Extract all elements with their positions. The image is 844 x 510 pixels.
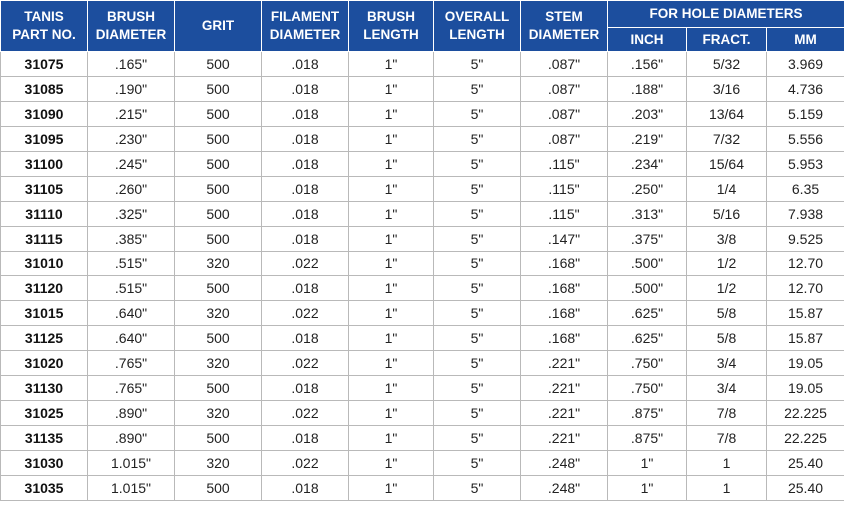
header-inch [608,28,687,52]
cell-brush-length: 1" [349,126,434,151]
cell-grit: 500 [175,326,262,351]
header-grit [175,1,262,52]
cell-fract: 15/64 [687,151,767,176]
cell-grit: 320 [175,251,262,276]
cell-brush-length: 1" [349,201,434,226]
header-brush-diameter-label: BRUSH DIAMETER [95,9,167,42]
cell-brush-length: 1" [349,451,434,476]
cell-filament-diameter: .018 [262,226,349,251]
header-mm [767,28,844,52]
cell-brush-length: 1" [349,151,434,176]
cell-fract: 3/16 [687,76,767,101]
cell-filament-diameter: .018 [262,151,349,176]
cell-overall-length: 5" [434,151,521,176]
cell-brush-length: 1" [349,176,434,201]
header-stem-diameter-label: STEM DIAMETER [528,9,600,42]
cell-overall-length: 5" [434,301,521,326]
cell-mm: 19.05 [767,351,844,376]
cell-grit: 320 [175,451,262,476]
cell-mm: 15.87 [767,326,844,351]
cell-part-no: 31115 [1,226,88,251]
cell-inch: .188" [608,76,687,101]
cell-fract: 5/32 [687,52,767,77]
cell-fract: 1/2 [687,251,767,276]
cell-grit: 500 [175,426,262,451]
cell-fract: 7/8 [687,401,767,426]
cell-inch: .234" [608,151,687,176]
cell-part-no: 31015 [1,301,88,326]
cell-filament-diameter: .018 [262,76,349,101]
cell-stem-diameter: .248" [521,451,608,476]
cell-part-no: 31135 [1,426,88,451]
cell-stem-diameter: .168" [521,251,608,276]
header-overall-length-label: OVERALL LENGTH [444,9,510,42]
cell-inch: .250" [608,176,687,201]
cell-brush-diameter: .190" [88,76,175,101]
cell-inch: .156" [608,52,687,77]
cell-stem-diameter: .087" [521,101,608,126]
cell-stem-diameter: .221" [521,351,608,376]
cell-part-no: 31030 [1,451,88,476]
cell-brush-length: 1" [349,101,434,126]
cell-part-no: 31035 [1,475,88,500]
cell-overall-length: 5" [434,201,521,226]
cell-mm: 19.05 [767,376,844,401]
cell-fract: 1/2 [687,276,767,301]
cell-stem-diameter: .221" [521,401,608,426]
header-hole-diameters [608,1,844,28]
cell-fract: 1 [687,451,767,476]
cell-brush-length: 1" [349,251,434,276]
cell-stem-diameter: .168" [521,276,608,301]
cell-brush-diameter: .640" [88,326,175,351]
cell-fract: 3/8 [687,226,767,251]
cell-fract: 7/8 [687,426,767,451]
cell-overall-length: 5" [434,426,521,451]
table-row [1,301,844,326]
cell-part-no: 31130 [1,376,88,401]
cell-brush-diameter: .260" [88,176,175,201]
cell-mm: 3.969 [767,52,844,77]
table-row [1,101,844,126]
table-row [1,276,844,301]
cell-brush-diameter: .230" [88,126,175,151]
cell-brush-length: 1" [349,426,434,451]
cell-part-no: 31090 [1,101,88,126]
cell-brush-length: 1" [349,52,434,77]
cell-brush-length: 1" [349,326,434,351]
cell-stem-diameter: .115" [521,201,608,226]
cell-brush-diameter: .765" [88,351,175,376]
table-body [1,52,844,501]
cell-grit: 500 [175,276,262,301]
header-overall-length [434,1,521,52]
table-row [1,52,844,77]
header-filament-diameter-label: FILAMENT DIAMETER [269,9,341,42]
cell-mm: 5.556 [767,126,844,151]
cell-overall-length: 5" [434,475,521,500]
cell-overall-length: 5" [434,251,521,276]
cell-mm: 25.40 [767,451,844,476]
cell-mm: 9.525 [767,226,844,251]
header-brush-length [349,1,434,52]
cell-overall-length: 5" [434,176,521,201]
cell-brush-diameter: .245" [88,151,175,176]
cell-mm: 22.225 [767,426,844,451]
cell-stem-diameter: .115" [521,151,608,176]
cell-inch: .875" [608,426,687,451]
cell-grit: 500 [175,52,262,77]
header-stem-diameter [521,1,608,52]
cell-filament-diameter: .018 [262,475,349,500]
cell-brush-diameter: .385" [88,226,175,251]
cell-grit: 320 [175,401,262,426]
header-brush-length-label: BRUSH LENGTH [363,9,419,42]
cell-brush-diameter: .165" [88,52,175,77]
header-fract [687,28,767,52]
cell-part-no: 31110 [1,201,88,226]
cell-filament-diameter: .018 [262,101,349,126]
cell-brush-length: 1" [349,76,434,101]
cell-fract: 3/4 [687,376,767,401]
table-header [1,1,844,52]
cell-brush-length: 1" [349,351,434,376]
cell-inch: .625" [608,301,687,326]
cell-brush-length: 1" [349,401,434,426]
cell-filament-diameter: .018 [262,126,349,151]
cell-part-no: 31085 [1,76,88,101]
header-fract-label: FRACT. [702,31,751,47]
table-row [1,426,844,451]
cell-brush-diameter: 1.015" [88,475,175,500]
cell-mm: 12.70 [767,276,844,301]
cell-inch: 1" [608,451,687,476]
cell-fract: 7/32 [687,126,767,151]
cell-fract: 3/4 [687,351,767,376]
cell-mm: 15.87 [767,301,844,326]
cell-inch: .313" [608,201,687,226]
cell-stem-diameter: .087" [521,52,608,77]
header-part-no-label: TANIS PART NO. [12,9,76,42]
table-row [1,326,844,351]
table-row [1,401,844,426]
cell-grit: 500 [175,376,262,401]
cell-filament-diameter: .018 [262,52,349,77]
cell-fract: 1 [687,475,767,500]
cell-filament-diameter: .018 [262,376,349,401]
cell-filament-diameter: .018 [262,426,349,451]
cell-fract: 5/8 [687,301,767,326]
cell-fract: 13/64 [687,101,767,126]
cell-filament-diameter: .022 [262,451,349,476]
cell-overall-length: 5" [434,376,521,401]
cell-overall-length: 5" [434,101,521,126]
cell-mm: 22.225 [767,401,844,426]
cell-stem-diameter: .168" [521,326,608,351]
cell-mm: 6.35 [767,176,844,201]
cell-part-no: 31095 [1,126,88,151]
cell-brush-diameter: 1.015" [88,451,175,476]
cell-stem-diameter: .168" [521,301,608,326]
cell-overall-length: 5" [434,226,521,251]
cell-brush-diameter: .640" [88,301,175,326]
cell-filament-diameter: .022 [262,401,349,426]
cell-inch: .625" [608,326,687,351]
cell-brush-diameter: .215" [88,101,175,126]
cell-overall-length: 5" [434,276,521,301]
cell-grit: 500 [175,226,262,251]
cell-fract: 5/16 [687,201,767,226]
cell-filament-diameter: .018 [262,326,349,351]
cell-grit: 500 [175,101,262,126]
cell-inch: .203" [608,101,687,126]
cell-stem-diameter: .147" [521,226,608,251]
cell-overall-length: 5" [434,76,521,101]
cell-grit: 500 [175,151,262,176]
table-row [1,351,844,376]
cell-part-no: 31125 [1,326,88,351]
cell-grit: 320 [175,351,262,376]
cell-overall-length: 5" [434,401,521,426]
cell-inch: .375" [608,226,687,251]
cell-filament-diameter: .022 [262,251,349,276]
cell-brush-length: 1" [349,276,434,301]
cell-mm: 5.159 [767,101,844,126]
header-inch-label: INCH [630,31,664,47]
cell-stem-diameter: .115" [521,176,608,201]
table-row [1,151,844,176]
cell-part-no: 31010 [1,251,88,276]
cell-brush-length: 1" [349,376,434,401]
header-grit-label: GRIT [201,18,235,33]
table-row [1,201,844,226]
cell-brush-diameter: .515" [88,251,175,276]
table-row [1,376,844,401]
cell-grit: 320 [175,301,262,326]
header-filament-diameter [262,1,349,52]
cell-mm: 4.736 [767,76,844,101]
cell-filament-diameter: .022 [262,301,349,326]
cell-mm: 7.938 [767,201,844,226]
cell-grit: 500 [175,76,262,101]
cell-filament-diameter: .018 [262,176,349,201]
cell-part-no: 31025 [1,401,88,426]
cell-brush-diameter: .765" [88,376,175,401]
cell-inch: .875" [608,401,687,426]
cell-part-no: 31105 [1,176,88,201]
cell-brush-diameter: .515" [88,276,175,301]
cell-stem-diameter: .248" [521,475,608,500]
table-row [1,176,844,201]
cell-filament-diameter: .018 [262,201,349,226]
cell-stem-diameter: .221" [521,376,608,401]
cell-overall-length: 5" [434,351,521,376]
cell-brush-diameter: .890" [88,426,175,451]
cell-part-no: 31075 [1,52,88,77]
table-row [1,76,844,101]
header-hole-diameters-label: FOR HOLE DIAMETERS [649,6,803,21]
cell-grit: 500 [175,475,262,500]
cell-grit: 500 [175,201,262,226]
cell-overall-length: 5" [434,126,521,151]
header-part-no [1,1,88,52]
cell-overall-length: 5" [434,326,521,351]
cell-grit: 500 [175,176,262,201]
table-row [1,126,844,151]
header-mm-label: MM [794,31,817,47]
header-brush-diameter [88,1,175,52]
table-row [1,451,844,476]
cell-brush-length: 1" [349,226,434,251]
cell-filament-diameter: .018 [262,276,349,301]
cell-part-no: 31120 [1,276,88,301]
cell-fract: 1/4 [687,176,767,201]
cell-brush-diameter: .325" [88,201,175,226]
cell-inch: .750" [608,351,687,376]
cell-inch: 1" [608,475,687,500]
cell-inch: .219" [608,126,687,151]
cell-inch: .500" [608,251,687,276]
cell-overall-length: 5" [434,451,521,476]
cell-inch: .500" [608,276,687,301]
cell-mm: 5.953 [767,151,844,176]
cell-inch: .750" [608,376,687,401]
cell-brush-length: 1" [349,301,434,326]
cell-mm: 25.40 [767,475,844,500]
cell-stem-diameter: .087" [521,126,608,151]
cell-fract: 5/8 [687,326,767,351]
table-row [1,226,844,251]
cell-filament-diameter: .022 [262,351,349,376]
cell-brush-length: 1" [349,475,434,500]
cell-stem-diameter: .087" [521,76,608,101]
cell-grit: 500 [175,126,262,151]
cell-part-no: 31100 [1,151,88,176]
table-row [1,475,844,500]
cell-stem-diameter: .221" [521,426,608,451]
cell-overall-length: 5" [434,52,521,77]
cell-part-no: 31020 [1,351,88,376]
table-row [1,251,844,276]
cell-mm: 12.70 [767,251,844,276]
cell-brush-diameter: .890" [88,401,175,426]
